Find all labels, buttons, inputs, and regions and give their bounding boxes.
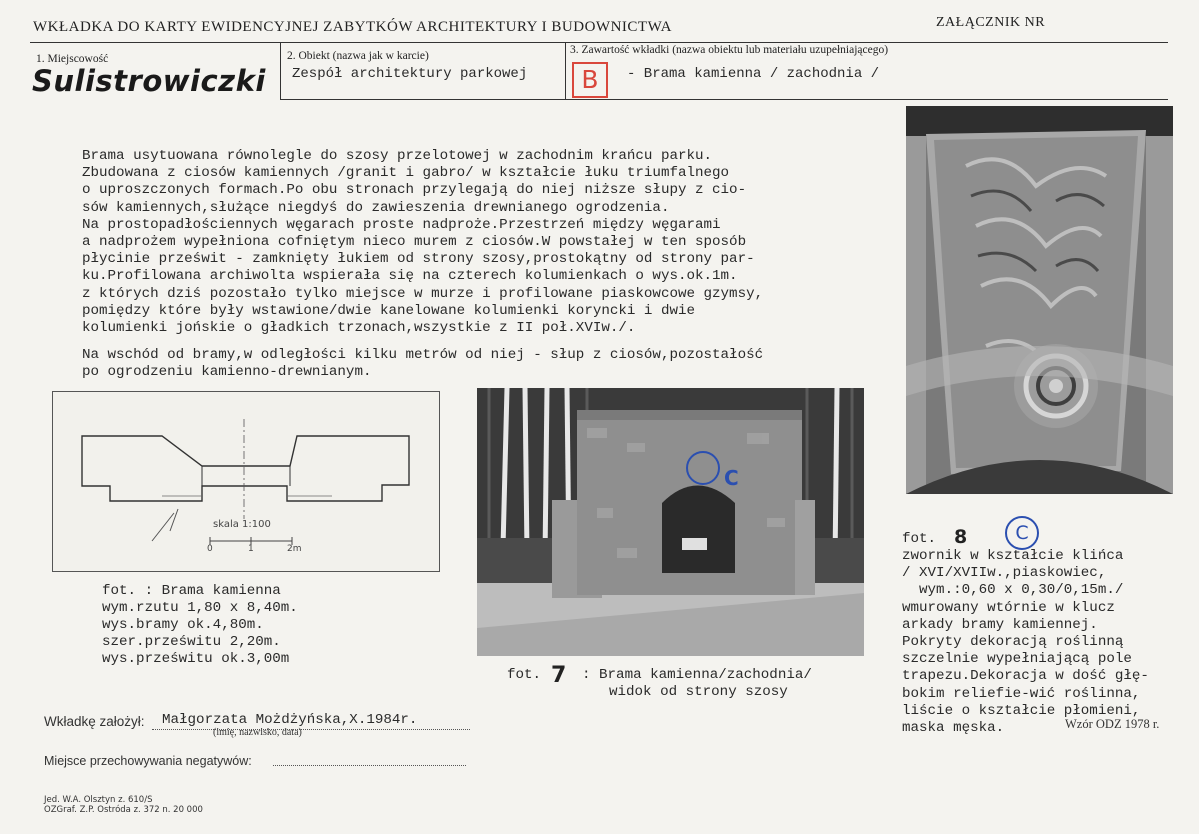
object-value: Zespół architektury parkowej [292, 66, 528, 82]
author-value: Małgorzata Możdżyńska,X.1984r. [162, 712, 418, 728]
keystone-caption-number: 8 [954, 526, 968, 548]
description-line: płycinie prześwit - zamknięty łukiem od strony szosy,prostokątny od strony par- [82, 251, 755, 268]
plan-caption-line: fot. : Brama kamienna [102, 583, 281, 599]
keystone-caption-line: wym.:0,60 x 0,30/0,15m./ [902, 582, 1124, 599]
plan-caption-line: wys.bramy ok.4,80m. [102, 617, 264, 633]
plan-caption-line: wys.prześwitu ok.3,00m [102, 651, 290, 667]
plan-scale-label: skala 1:100 [213, 519, 271, 530]
print-line-2: OZGraf. Z.P. Ostróda z. 372 n. 20 000 [44, 805, 203, 815]
author-hint: (imię, nazwisko, data) [213, 727, 302, 738]
description-line: z których dziś pozostało tylko miejsce w murze i profilowane piaskowcowe gzymsy, [82, 285, 764, 302]
storage-label: Miejsce przechowywania negatywów: [44, 754, 252, 768]
description-line: Zbudowana z ciosów kamiennych /granit i gabro/ w kształcie łuku triumfalnego [82, 165, 730, 182]
content-marker-letter: B [581, 65, 599, 94]
description-line: po ogrodzeniu kamienno-drewnianym. [82, 364, 372, 381]
keystone-caption [902, 548, 1149, 737]
plan-scale-0: 0 [207, 544, 213, 554]
gate-photo-caption [582, 667, 812, 701]
keystone-caption-line: arkady bramy kamiennej. [902, 616, 1098, 633]
gate-photo-image [477, 388, 864, 656]
content-label: 3. Zawartość wkładki (nazwa obiektu lub materiału uzupełniającego) [570, 44, 889, 56]
floor-plan-drawing [52, 391, 440, 572]
keystone-caption-line: trapezu.Dekoracja w dość głę- [902, 668, 1149, 685]
keystone-caption-line: szczelnie wypełniającą pole [902, 651, 1132, 668]
object-label: 2. Obiekt (nazwa jak w karcie) [287, 50, 429, 62]
description-line: kolumienki jońskie o gładkich trzonach,wszystkie z II poł.XVIw./. [82, 320, 636, 337]
keystone-caption-line: Pokryty dekoracją roślinną [902, 634, 1124, 651]
description-line: Na prostopadłościennych węgarach proste nadproże.Przestrzeń między węgarami [82, 216, 721, 233]
author-label: Wkładkę założył: [44, 714, 145, 729]
card-title: WKŁADKA DO KARTY EWIDENCYJNEJ ZABYTKÓW ARCHITEKTURY I BUDOWNICTWA [33, 19, 672, 35]
header-rule [30, 42, 1168, 43]
keystone-caption-line: liście o kształcie płomieni, [902, 702, 1141, 719]
field-divider-2 [565, 42, 566, 100]
keystone-photo [906, 106, 1173, 494]
keystone-caption-marker-letter: C [1015, 522, 1029, 544]
description-line: pomiędzy które były wstawione/dwie kanelowane kolumienki koryncki i dwie [82, 302, 695, 319]
gate-photo-caption-number: 7 [551, 663, 567, 688]
print-line-1: Jed. W.A. Olsztyn z. 610/S [44, 795, 153, 805]
description-line: sów kamiennych,służące niegdyś do zawieszenia drewnianego ogrodzenia. [82, 199, 670, 216]
gate-photo-caption-line: : Brama kamienna/zachodnia/ [582, 667, 812, 683]
gate-photo-caption-prefix: fot. [507, 667, 542, 683]
field-divider-1 [280, 42, 281, 100]
plan-caption [102, 583, 298, 668]
content-value: - Brama kamienna / zachodnia / [627, 66, 880, 82]
form-pattern-label: Wzór ODZ 1978 r. [1065, 717, 1160, 731]
storage-dotted-line [273, 765, 466, 766]
keystone-caption-prefix: fot. [902, 531, 937, 547]
keystone-caption-line: / XVI/XVIIw.,piaskowiec, [902, 565, 1107, 582]
gate-photo [477, 388, 864, 656]
keystone-caption-line: zwornik w kształcie klińca [902, 548, 1124, 564]
content-marker-b [572, 62, 608, 98]
locality-value: Sulistrowiczki [32, 64, 266, 98]
floor-plan [52, 391, 440, 572]
keystone-caption-marker [1005, 516, 1039, 550]
plan-scale-2: 2m [287, 544, 302, 554]
keystone-caption-line: wmurowany wtórnie w klucz [902, 599, 1115, 616]
gate-keystone-marker-letter: C [724, 466, 739, 490]
description-line: o uproszczonych formach.Po obu stronach przylegają do niej niższe słupy z cio- [82, 182, 747, 199]
locality-label: 1. Miejscowość [36, 53, 109, 65]
keystone-caption-line: bokim reliefie-wić roślinna, [902, 685, 1141, 702]
gate-keystone-marker [686, 451, 720, 485]
field-bottom-rule [280, 99, 1168, 100]
description-line: ku.Profilowana archiwolta wspierała się na czterech kolumienkach o wys.ok.1m. [82, 268, 738, 285]
description-line: a nadprożem wypełniona cofniętym nieco murem z ciosów.W powstałej w ten sposób [82, 234, 747, 251]
attachment-label: ZAŁĄCZNIK NR [936, 15, 1046, 30]
description-paragraph-1 [82, 148, 763, 337]
keystone-caption-line: maska męska. [902, 720, 1005, 737]
description-paragraph-2 [82, 347, 763, 381]
description-line: Na wschód od bramy,w odległości kilku metrów od niej - słup z ciosów,pozostałość [82, 347, 764, 363]
author-dotted-line [152, 729, 470, 730]
plan-caption-line: szer.prześwitu 2,20m. [102, 634, 281, 650]
keystone-photo-image [906, 106, 1173, 494]
description-line: Brama usytuowana równolegle do szosy przelotowej w zachodnim krańcu parku. [82, 148, 713, 164]
plan-caption-line: wym.rzutu 1,80 x 8,40m. [102, 600, 298, 616]
gate-photo-caption-line: widok od strony szosy [609, 684, 788, 700]
plan-scale-1: 1 [248, 544, 254, 554]
